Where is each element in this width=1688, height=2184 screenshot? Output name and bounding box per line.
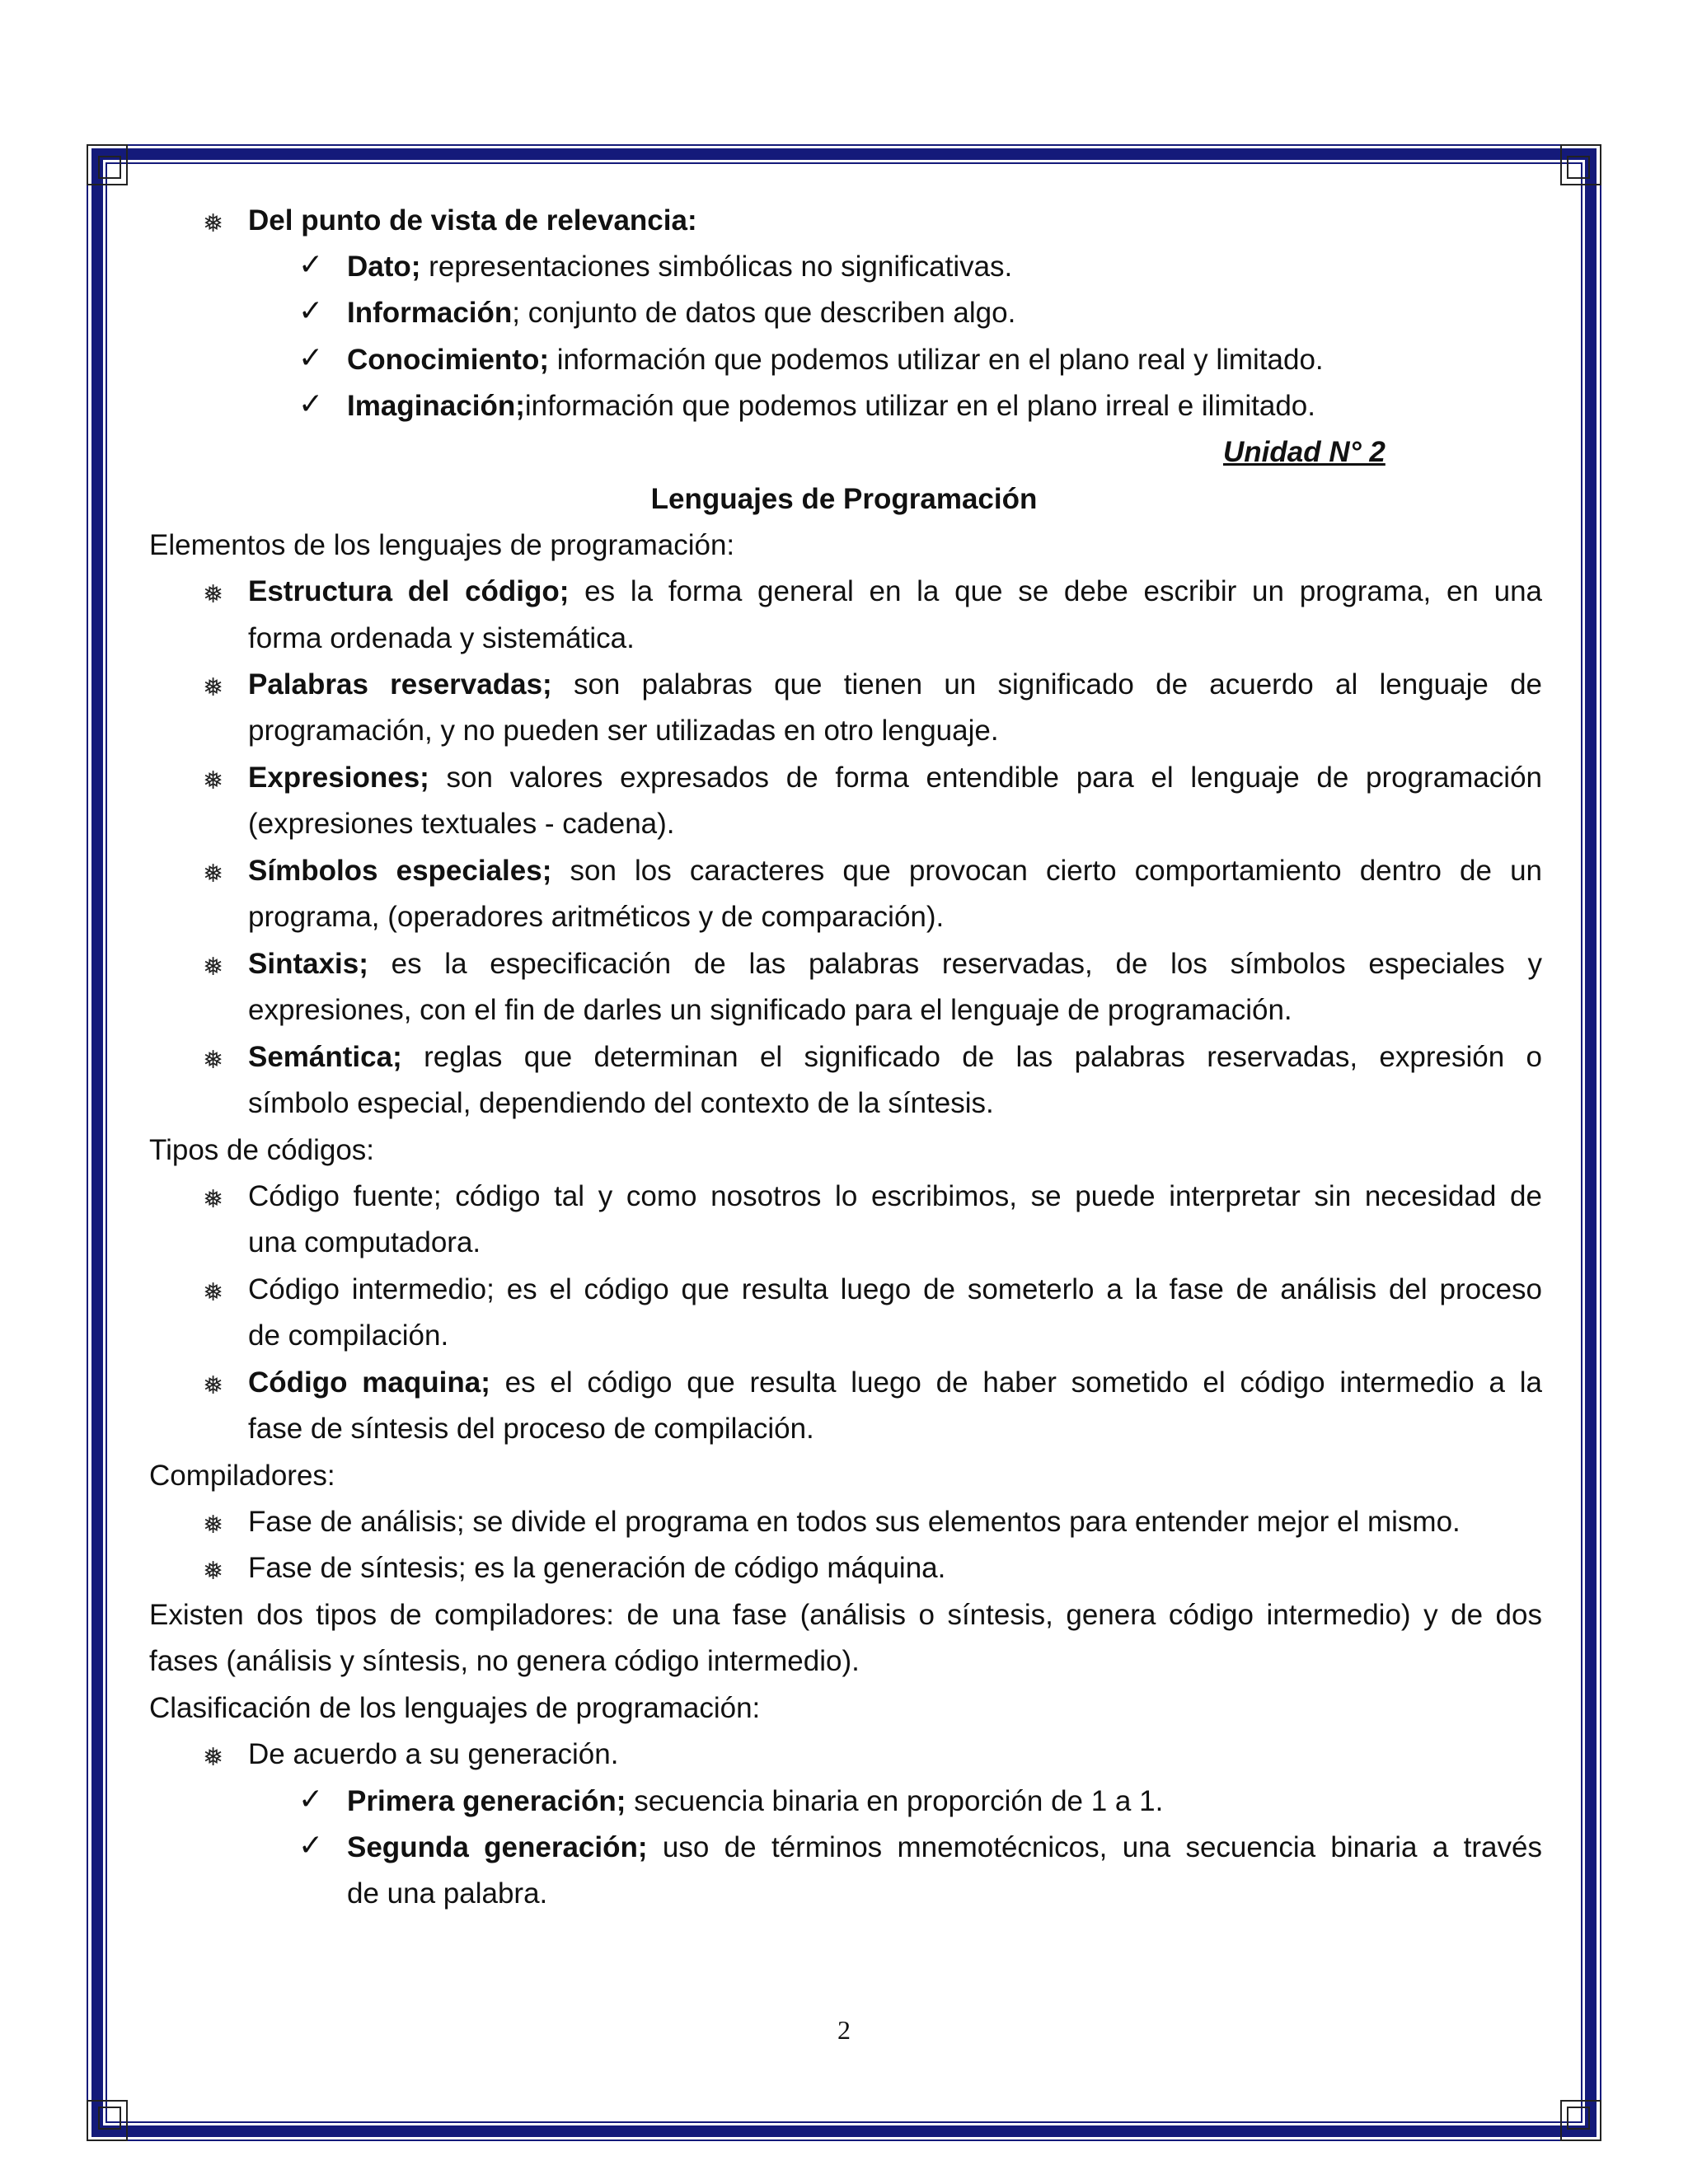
list-item-cont: fase de síntesis del proceso de compilación. bbox=[248, 1413, 814, 1445]
bullet-icon: ❅ bbox=[203, 954, 224, 981]
list-item: Segunda generación; uso de términos mnemotécnicos, una secuencia binaria a través bbox=[347, 1831, 1542, 1863]
page-number: 2 bbox=[837, 2015, 851, 2045]
paragraph-cont: fases (análisis y síntesis, no genera código intermedio). bbox=[149, 1645, 860, 1677]
bullet-icon: ❅ bbox=[203, 1047, 224, 1074]
list-item: Código fuente; código tal y como nosotros lo escribimos, se puede interpretar sin necesidad de bbox=[248, 1180, 1542, 1212]
bullet-icon: ❅ bbox=[203, 674, 224, 701]
list-item: Conocimiento; información que podemos utilizar en el plano real y limitado. bbox=[347, 344, 1324, 376]
list-item-cont: forma ordenada y sistemática. bbox=[248, 622, 635, 654]
list-item: Símbolos especiales; son los caracteres que provocan cierto comportamiento dentro de un bbox=[248, 855, 1543, 887]
bullet-icon: ❅ bbox=[203, 1186, 224, 1213]
list-item: Fase de análisis; se divide el programa en todos sus elementos para entender mejor el mismo. bbox=[248, 1506, 1461, 1538]
bullet-icon: ❅ bbox=[203, 1372, 224, 1399]
list-item: Expresiones; son valores expresados de forma entendible para el lenguaje de programación bbox=[248, 762, 1542, 794]
list-item: Código maquina; es el código que resulta luego de haber sometido el código intermedio a la bbox=[248, 1366, 1542, 1399]
list-item: De acuerdo a su generación. bbox=[248, 1738, 619, 1770]
bullet-icon: ❅ bbox=[203, 1744, 224, 1771]
elementos-intro: Elementos de los lenguajes de programación: bbox=[149, 529, 735, 561]
check-icon: ✓ bbox=[298, 1782, 324, 1816]
clasificacion-intro: Clasificación de los lenguajes de programación: bbox=[149, 1692, 761, 1724]
check-icon: ✓ bbox=[298, 387, 324, 420]
check-icon: ✓ bbox=[298, 247, 324, 281]
list-item-cont: una computadora. bbox=[248, 1226, 481, 1258]
list-item-cont: de compilación. bbox=[248, 1319, 449, 1352]
list-item: Fase de síntesis; es la generación de código máquina. bbox=[248, 1552, 946, 1584]
bullet-icon: ❅ bbox=[203, 210, 224, 237]
list-item: Código intermedio; es el código que resulta luego de someterlo a la fase de análisis del proceso bbox=[248, 1273, 1542, 1305]
tipos-intro: Tipos de códigos: bbox=[149, 1134, 375, 1166]
list-item-cont: (expresiones textuales - cadena). bbox=[248, 808, 675, 840]
bullet-icon: ❅ bbox=[203, 1558, 224, 1585]
list-item-cont: programación, y no pueden ser utilizadas en otro lenguaje. bbox=[248, 715, 999, 747]
list-item: Sintaxis; es la especificación de las palabras reservadas, de los símbolos especiales y bbox=[248, 948, 1542, 980]
bullet-icon: ❅ bbox=[203, 767, 224, 794]
list-item-cont: símbolo especial, dependiendo del contexto de la síntesis. bbox=[248, 1087, 994, 1119]
paragraph: Existen dos tipos de compiladores: de una fase (análisis o síntesis, genera código intermedio) y de dos bbox=[149, 1599, 1542, 1631]
compiladores-intro: Compiladores: bbox=[149, 1460, 335, 1492]
list-item: Semántica; reglas que determinan el significado de las palabras reservadas, expresión o bbox=[248, 1041, 1542, 1073]
list-item-cont: expresiones, con el fin de darles un significado para el lenguaje de programación. bbox=[248, 994, 1292, 1026]
list-item: Imaginación;información que podemos utilizar en el plano irreal e ilimitado. bbox=[347, 390, 1315, 422]
list-item: Dato; representaciones simbólicas no significativas. bbox=[347, 251, 1013, 283]
list-item-cont: programa, (operadores aritméticos y de comparación). bbox=[248, 901, 945, 933]
list-item: Palabras reservadas; son palabras que tienen un significado de acuerdo al lenguaje de bbox=[248, 668, 1542, 701]
bullet-icon: ❅ bbox=[203, 1511, 224, 1539]
list-item: Información; conjunto de datos que describen algo. bbox=[347, 297, 1016, 329]
check-icon: ✓ bbox=[298, 340, 324, 374]
list-item-cont: de una palabra. bbox=[347, 1877, 548, 1910]
bullet-icon: ❅ bbox=[203, 581, 224, 608]
bullet-icon: ❅ bbox=[203, 1279, 224, 1306]
list-item: Estructura del código; es la forma general en la que se debe escribir un programa, en una bbox=[248, 575, 1542, 607]
relevancia-heading: Del punto de vista de relevancia: bbox=[248, 204, 697, 237]
section-title: Lenguajes de Programación bbox=[650, 483, 1038, 515]
list-item: Primera generación; secuencia binaria en proporción de 1 a 1. bbox=[347, 1785, 1164, 1817]
check-icon: ✓ bbox=[298, 1828, 324, 1862]
bullet-icon: ❅ bbox=[203, 860, 224, 888]
check-icon: ✓ bbox=[298, 293, 324, 327]
unit-label: Unidad N° 2 bbox=[1223, 436, 1386, 468]
